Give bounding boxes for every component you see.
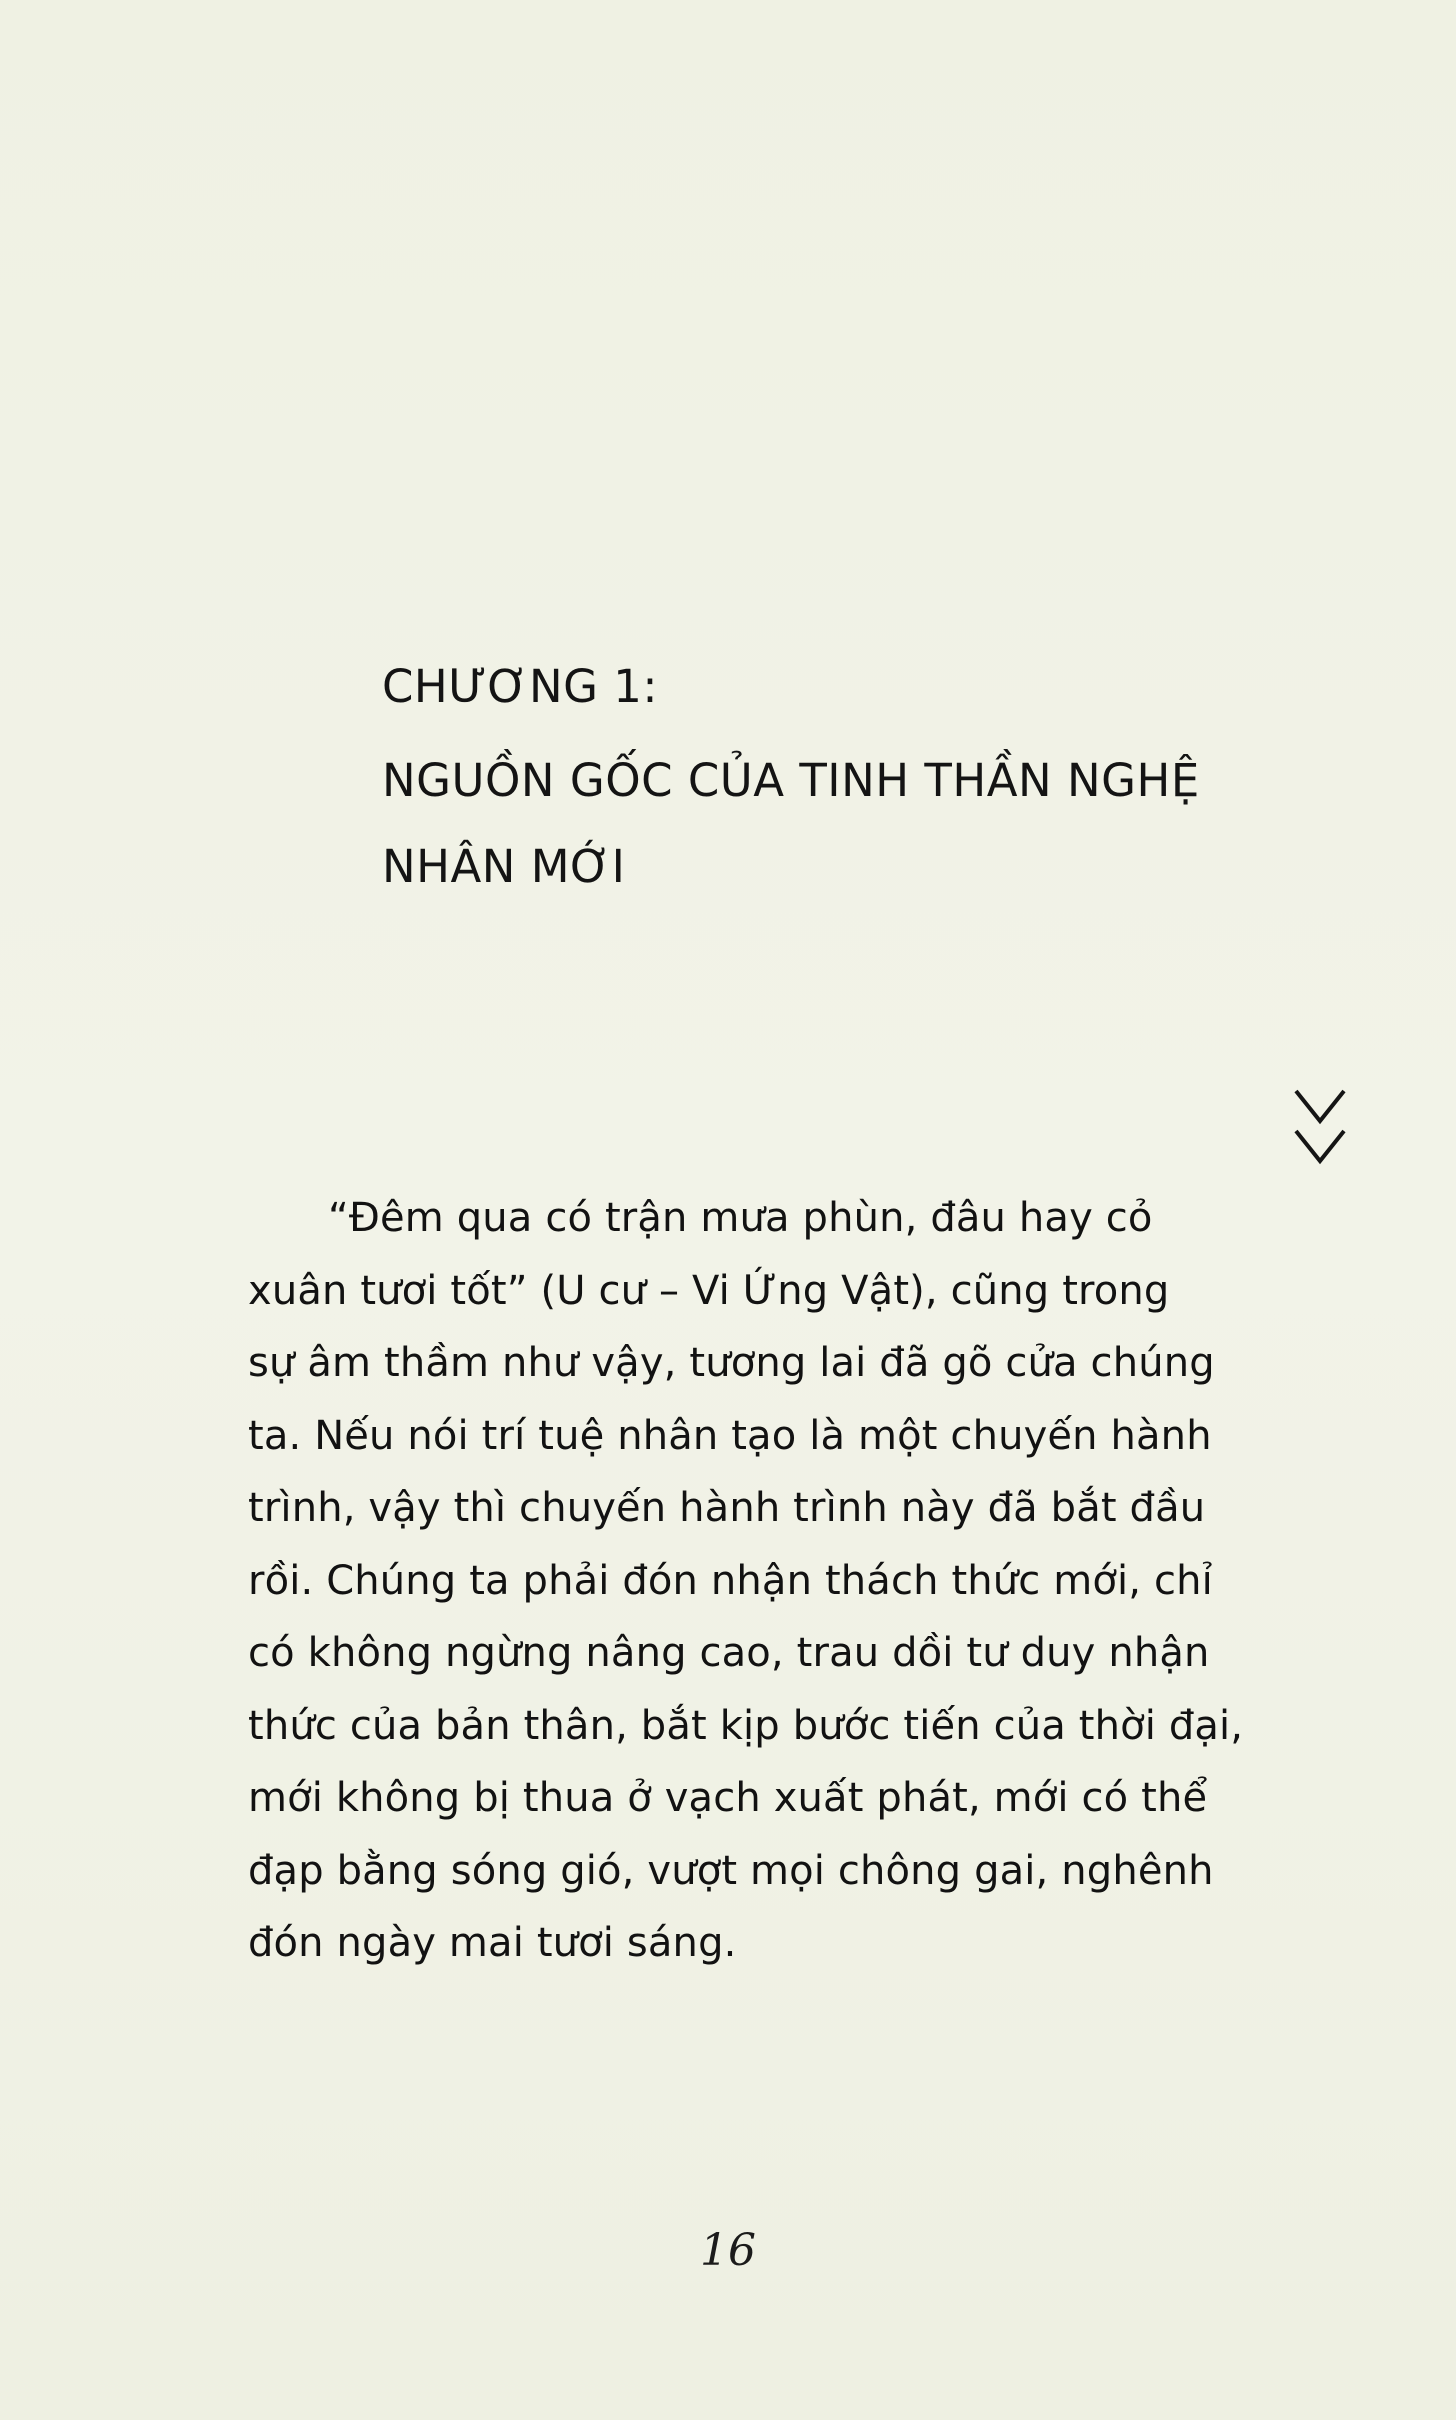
body-line: thức của bản thân, bắt kịp bước tiến của thời đại,: [248, 1702, 1244, 1749]
body-line: rồi. Chúng ta phải đón nhận thách thức mới, chỉ: [248, 1557, 1213, 1604]
body-line: đạp bằng sóng gió, vượt mọi chông gai, nghênh: [248, 1847, 1214, 1894]
double-chevron-down-icon: [1290, 1085, 1350, 1175]
body-line: xuân tươi tốt” (U cư – Vi Ứng Vật), cũng trong: [248, 1267, 1170, 1314]
body-line: “Đêm qua có trận mưa phùn, đâu hay cỏ: [328, 1195, 1153, 1241]
chapter-title-line-2: NHÂN MỚI: [382, 840, 626, 893]
page-number: 16: [700, 2225, 756, 2276]
chapter-label: CHƯƠNG 1:: [382, 660, 659, 713]
body-line: sự âm thầm như vậy, tương lai đã gõ cửa chúng: [248, 1340, 1215, 1386]
chapter-title-line-1: NGUỒN GỐC CỦA TINH THẦN NGHỆ: [382, 754, 1200, 807]
body-line: ta. Nếu nói trí tuệ nhân tạo là một chuyến hành: [248, 1412, 1212, 1459]
body-line: có không ngừng nâng cao, trau dồi tư duy nhận: [248, 1630, 1210, 1676]
body-paragraph: [248, 1182, 1360, 1980]
body-line: trình, vậy thì chuyến hành trình này đã bắt đầu: [248, 1485, 1206, 1531]
body-line: đón ngày mai tươi sáng.: [248, 1920, 737, 1966]
body-line: mới không bị thua ở vạch xuất phát, mới có thể: [248, 1775, 1208, 1821]
chapter-heading: [382, 660, 1362, 894]
